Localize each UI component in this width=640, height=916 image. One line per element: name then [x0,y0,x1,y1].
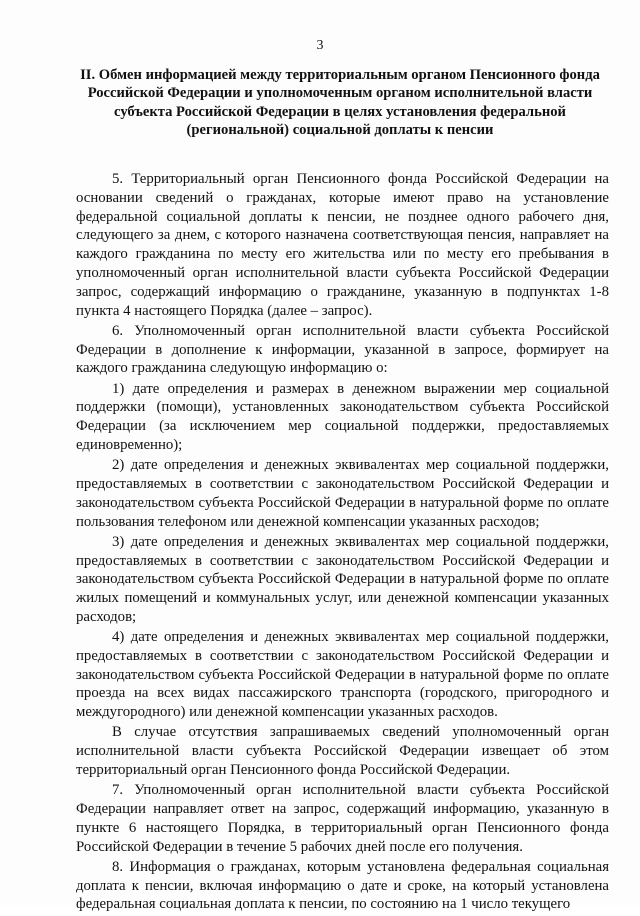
paragraph-6-item-1: 1) дате определения и размерах в денежном выражении мер социальной поддержки (помощи), установленных законодательством субъекта Российской Федерации (за исключением мер социальной поддержки, предоставляемых единовременно); [76,380,609,453]
paragraph-6-item-2: 2) дате определения и денежных эквивалентах мер социальной поддержки, предоставляемых в соответствии с законодательством Российской Федерации и законодательством субъекта Российской Федерации в натуральной форме по оплате пользования телефоном или денежной компенсации указанных расходов; [76,457,609,530]
paragraph-8: 8. Информация о гражданах, которым установлена федеральная социальная доплата к пенсии, включая информацию о дате и сроке, на который установлена федеральная социальная доплата к пенсии, по состоянию на 1 число текущего [76,858,609,913]
paragraph-6-item-3: 3) дате определения и денежных эквивалентах мер социальной поддержки, предоставляемых в соответствии с законодательством Российской Федерации и законодательством субъекта Российской Федерации в натуральной форме по оплате жилых помещений и коммунальных услуг, или денежной компенсации указанных расходов; [76,533,609,625]
paragraph-6: 6. Уполномоченный орган исполнительной власти субъекта Российской Федерации в дополнение к информации, указанной в запросе, формирует на каждого гражданина следующую информацию о: [76,322,609,377]
page-number: 3 [316,38,324,53]
paragraph-6-note: В случае отсутствия запрашиваемых сведений уполномоченный орган исполнительной власти субъекта Российской Федерации извещает об этом территориальный орган Пенсионного фонда Российской Федерации. [76,724,609,779]
paragraph-7: 7. Уполномоченный орган исполнительной власти субъекта Российской Федерации направляет ответ на запрос, содержащий информацию, указанную в пункте 6 настоящего Порядка, в территориальный орган Пенсионного фонда Российской Федерации в течение 5 рабочих дней после его получения. [76,782,609,855]
paragraph-6-item-4: 4) дате определения и денежных эквивалентах мер социальной поддержки, предоставляемых в соответствии с законодательством Российской Федерации и законодательством субъекта Российской Федерации в натуральной форме по оплате проезда на всех видах пассажирского транспорта (городского, пригородного и междугородного) или денежной компенсации указанных расходов. [76,629,609,721]
paragraph-5: 5. Территориальный орган Пенсионного фонда Российской Федерации на основании сведений о гражданах, которые имеют право на установление федеральной социальной доплаты к пенсии, не позднее одного рабочего дня, следующего за днем, с которого назначена соответствующая пенсия, направляет на каждого гражданина по месту его жительства или по месту его пребывания в уполномоченный орган исполнительной власти субъекта Российской Федерации запрос, содержащий информацию о гражданине, указанную в подпунктах 1-8 пункта 4 настоящего Порядка (далее – запрос). [76,171,609,319]
document-body [76,170,609,916]
section-heading: II. Обмен информацией между территориальным органом Пенсионного фонда Российской Федерации и уполномоченным органом исполнительной власти субъекта Российской Федерации в целях установления федеральной (региональной) социальной доплаты к пенсии [80,67,600,139]
